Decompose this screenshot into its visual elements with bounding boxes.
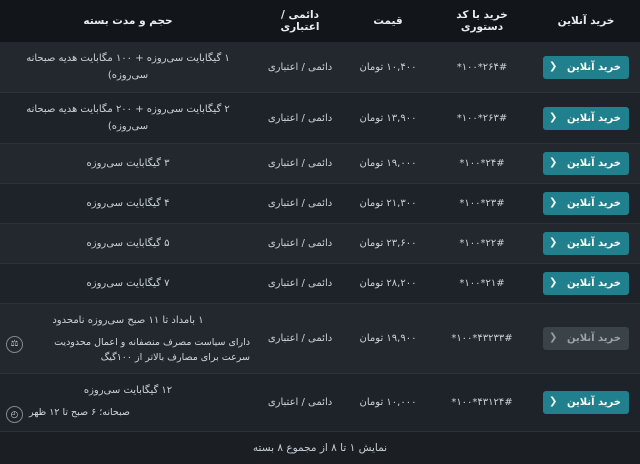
cell-ussd-code: *۱۰۰*۲۲# [432,224,532,264]
buy-online-button-label: خرید آنلاین [567,112,621,124]
cell-buy [532,144,640,184]
cell-price: ۱۳,۹۰۰ تومان [344,93,432,144]
cell-price: ۲۸,۲۰۰ تومان [344,264,432,304]
cell-subscription-type: دائمی / اعتباری [256,184,344,224]
buy-online-button-label: خرید آنلاین [567,278,621,289]
cell-ussd-code: *۱۰۰*۲۳# [432,184,532,224]
buy-online-button-label: خرید آنلاین [567,158,621,169]
cell-volume-duration [0,264,256,304]
cell-volume-duration [0,304,256,374]
table-header [0,0,640,42]
buy-online-button-label: خرید آنلاین [567,61,621,73]
cell-price: ۱۰,۰۰۰ تومان [344,374,432,432]
buy-online-button[interactable] [543,56,629,79]
cell-ussd-code: *۱۰۰*۲۶۳# [432,93,532,144]
table-row [0,304,640,374]
cell-buy [532,264,640,304]
buy-online-button[interactable] [543,107,629,130]
volume-text: ۱۲ گیگابایت سی‌روزه [83,385,173,397]
cell-subscription-type: دائمی / اعتباری [256,42,344,93]
cell-buy [532,304,640,374]
volume-text: ۷ گیگابایت سی‌روزه [86,278,170,289]
column-header-buy: خرید آنلاین [532,0,640,42]
table-row [0,224,640,264]
table-row [0,374,640,432]
table-row [0,93,640,144]
cell-subscription-type: دائمی / اعتباری [256,93,344,144]
volume-text: ۵ گیگابایت سی‌روزه [86,238,170,249]
cell-buy [532,374,640,432]
cell-ussd-code: *۱۰۰*۲۴# [432,144,532,184]
cell-volume-duration [0,374,256,432]
cell-subscription-type: دائمی / اعتباری [256,304,344,374]
table-row [0,144,640,184]
buy-online-button-label: خرید آنلاین [567,238,621,249]
table-header-row [0,0,640,42]
column-header-price: قیمت [344,0,432,42]
volume-note [6,405,250,423]
volume-text: ۱ گیگابایت سی‌روزه + ۱۰۰ مگابایت هدیه صبحانه سی‌روزه) [26,53,230,81]
column-header-type: دائمی / اعتباری [256,0,344,42]
cell-subscription-type: دائمی / اعتباری [256,144,344,184]
cell-price: ۱۹,۰۰۰ تومان [344,144,432,184]
cell-ussd-code: *۱۰۰*۴۳۲۳۳# [432,304,532,374]
pagination-summary: نمایش ۱ تا ۸ از مجموع ۸ بسته [252,442,388,455]
column-header-code: خرید با کد دستوری [432,0,532,42]
buy-online-button[interactable] [543,232,629,255]
table-footer [0,432,640,464]
buy-online-button[interactable] [543,272,629,295]
chevron-left-icon: ❮ [549,237,558,248]
cell-buy [532,224,640,264]
cell-ussd-code: *۱۰۰*۲۶۴# [432,42,532,93]
cell-volume-duration [0,42,256,93]
cell-volume-duration [0,224,256,264]
volume-text: ۴ گیگابایت سی‌روزه [86,198,170,209]
cell-subscription-type: دائمی / اعتباری [256,224,344,264]
chevron-left-icon: ❮ [549,197,558,208]
chevron-left-icon: ❮ [549,332,558,344]
chevron-left-icon: ❮ [549,157,558,168]
buy-online-button[interactable] [543,152,629,175]
cell-price: ۱۹,۹۰۰ تومان [344,304,432,374]
buy-online-button-label: خرید آنلاین [567,198,621,209]
cell-subscription-type: دائمی / اعتباری [256,264,344,304]
table-row [0,184,640,224]
cell-buy [532,184,640,224]
chevron-left-icon: ❮ [549,60,558,72]
volume-text: ۳ گیگابایت سی‌روزه [86,158,170,169]
cell-subscription-type: دائمی / اعتباری [256,374,344,432]
buy-online-button-label: خرید آنلاین [567,397,621,409]
buy-online-button[interactable] [543,391,629,414]
buy-online-button[interactable] [543,192,629,215]
cell-buy [532,42,640,93]
buy-online-button-label: خرید آنلاین [567,333,621,345]
cell-volume-duration [0,144,256,184]
cell-volume-duration [0,184,256,224]
cell-ussd-code: *۱۰۰*۲۱# [432,264,532,304]
cell-volume-duration [0,93,256,144]
table-row [0,264,640,304]
volume-note-text: صبحانه؛ ۶ صبح تا ۱۲ ظهر [29,407,130,419]
cell-price: ۲۱,۳۰۰ تومان [344,184,432,224]
volume-note-text: دارای سیاست مصرف منصفانه و اعمال محدودیت سرعت برای مصارف بالاتر از ۱۰۰گیگ [54,337,250,364]
cell-ussd-code: *۱۰۰*۴۳۱۲۴# [432,374,532,432]
table-row [0,42,640,93]
scale-icon: ⚖ [6,336,23,353]
buy-online-button [543,327,629,350]
clock-icon: ◴ [6,406,23,423]
chevron-left-icon: ❮ [549,396,558,408]
volume-note [6,335,250,365]
column-header-volume: حجم و مدت بسته [0,0,256,42]
cell-buy [532,93,640,144]
table-body [0,42,640,432]
chevron-left-icon: ❮ [549,277,558,288]
volume-text: ۱ بامداد تا ۱۱ صبح سی‌روزه نامحدود [52,315,204,326]
cell-price: ۱۰,۴۰۰ تومان [344,42,432,93]
chevron-left-icon: ❮ [549,111,558,123]
volume-text: ۲ گیگابایت سی‌روزه + ۲۰۰ مگابایت هدیه صبحانه سی‌روزه) [26,104,230,132]
cell-price: ۲۳,۶۰۰ تومان [344,224,432,264]
